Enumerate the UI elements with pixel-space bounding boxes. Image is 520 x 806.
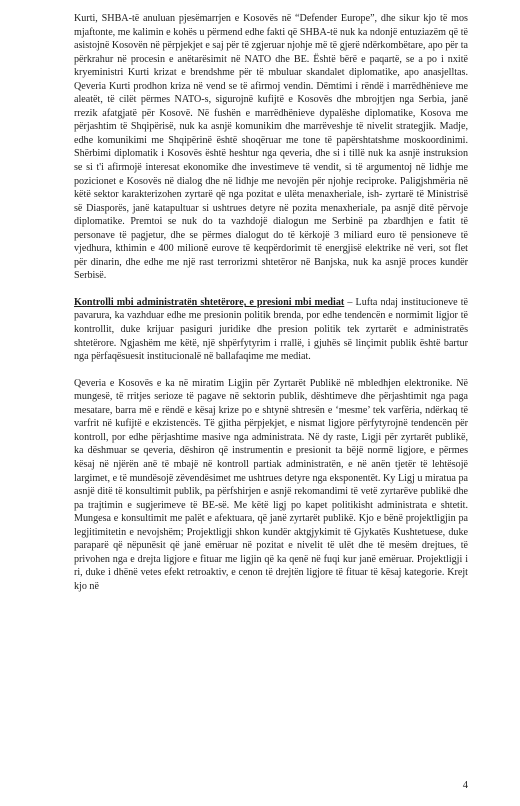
paragraph-public-officials-law: Qeveria e Kosovës e ka në miratim Ligjin për Zyrtarët Publikë në mbledhjen elektronike. Në mungesë, të rritjes serioze të pagave në sektorin publik, dështimeve dhe përjashtimit nga paga mesatare, barra më e rëndë e kësaj krize po e shtynë shtresën e ‘mesme’ tek varfëria, ndërkaq të varfrit në kufijtë e ekzistencës. Të gjitha përpjekjet, e nismat ligjore përfytyrojnë tendencën për kontroll, por edhe përjashtime masive nga administrata. Në dy raste, Ligji për zyrtarët publikë, ka dëshmuar se qeveria, dëshiron që instrumentin e presionit ta bëjë normë ligjore, e përmes kësaj në njërën anë të mbajë në kontroll partiak administratën, e në anën tjetër të lehtësojë largimet, e të mundësojë zëvendësimet me ushtrues detyre nga eksponentët. Ky Ligj u miratua pa asnjë ditë të konsultimit publik, pa përfshirjen e asnjë rekomandimi të vetë zyrtarëve publikë dhe pa trajtimin e sugjerimeve të BE-së. Me këtë ligj po kapet politikisht administrata e shtetit. Mungesa e konsultimit me palët e afektuara, që janë zyrtarët publikë. Kjo e bënë projektligjin pa legjitimitetin e nevojshëm; Projektligji shkon kundër aktgjykimit të Gjykatës Kushtetuese, duke paraparë që nëpunësit që janë emëruar në pozitat e nivelit të ulët dhe të mesëm drejtues, të privohen nga e drejta ligjore e fituar me ligjin që ka qenë në fuqi kur janë emëruar. Projektligji i ri, duke i dhënë vetes efekt retroaktiv, e cenon të drejtën ligjore të fituar të kësaj kategorie. Krejt kjo në	[74, 377, 468, 592]
paragraph-body: – Lufta ndaj institucioneve të pavarura, ka vazhduar edhe me presionin politik brenda, por edhe tendencën e normimit ligjor të kontrollit, duke krijuar pasiguri juridike dhe presion politik tek zyrtarët e administratës shtetërore. Ngjashëm me këtë, një shpërfytyrim i rrallë, i gjuhës së linçimit publik është bartur nga përfaqësuesit institucionalë në ballafaqime me mediat.	[74, 296, 468, 363]
section-heading: Kontrolli mbi administratën shtetërore, e presioni mbi mediat	[74, 296, 345, 308]
page-number: 4	[462, 780, 468, 791]
paragraph-diplomacy: Kurti, SHBA-të anuluan pjesëmarrjen e Kosovës në “Defender Europe”, dhe sikur kjo të mos mjaftonte, me kalimin e kohës u përmend edhe fakti që SHBA-të nuk ka ndonjë entuziazëm që të asistojnë Kosovën në përpjekjet e saj për të zgjeruar njohje më të gjerë ndërkombëtare, apo për ta përkrahur në procesin e anëtarësimit në NATO dhe BE. Është bërë e paqartë, se a po i nxitë kryeministri Kurti krizat e brendshme për të mbuluar skandalet diplomatike, apo anasjelltas. Qeveria Kurti prodhon kriza në vend se të afirmoj vendin. Dëmtimi i rëndë i marrëdhënieve me aleatët, të cilët përmes NATO-s, sigurojnë kufijtë e Kosovës dhe mbrojtjen nga Serbia, janë rrezik afatgjatë për Kosovë. Në fushën e marrëdhënieve dypalëshe diplomatike, Kosova me përjashtim të Shqipërisë, nuk ka asnjë komunikim dhe marrëveshje të nivelit strategjik. Madje, edhe komunikimi me Shqipërinë është shoqëruar me tone të papërshtatshme moskoordinimi. Shërbimi diplomatik i Kosovës është heshtur nga qeveria, dhe si i tillë nuk ka asnjë instruksion se si t'i afirmojë interesat ekonomike dhe investimeve të vendit, si të argumentoj në lidhje me pozicionet e Kosovës në dialog dhe në lidhje me nevojën për njohje reciproke. Paligjshmëria në këtë sektor karakterizohen zyrtarë që nga pozitat e ulëta menaxheriale, ish- zyrtarë të Ministrisë së Diasporës, janë katapultuar si ushtrues detyre në pozita menaxheriale, pa asnjë ditë përvoje diplomatike. Premtoi se nuk do ta vazhdojë dialogun me Serbinë pa zbardhjen e fatit të personave të pagjetur, dhe se përmes dialogut do të kërkojë 3 miliard euro të pensioneve të vjedhura, kthimin e 400 milionë eurove të keqpërdorimit të energjisë elektrike në veri, sot flet për dinarin, dhe edhe me një rast terrorizmi shtetëror në Banjska, nuk ka asnjë proces kundër Serbisë.	[74, 13, 468, 282]
paragraph-administration-control	[74, 296, 468, 364]
